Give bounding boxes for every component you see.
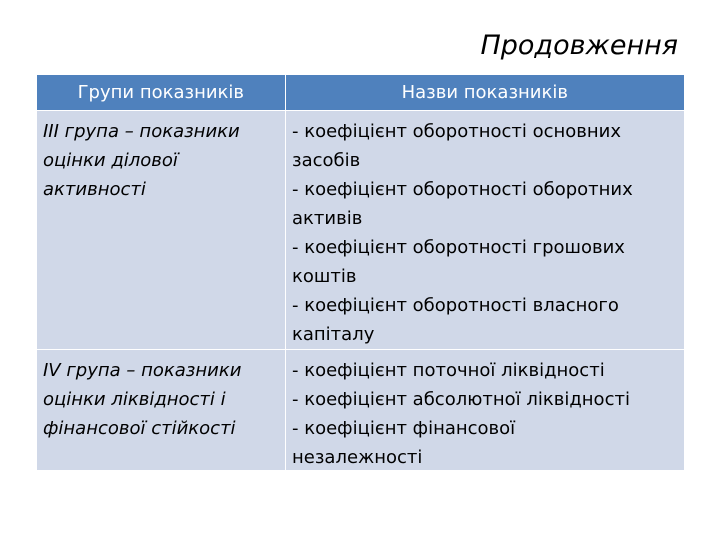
table-row: [37, 111, 684, 350]
indicator-line: капіталу: [292, 324, 375, 345]
header-names: Назви показників: [285, 75, 684, 110]
indicator-line: - коефіцієнт поточної ліквідності: [292, 360, 605, 381]
header-groups: Групи показників: [77, 82, 245, 103]
indicator-line: - коефіцієнт оборотності основних: [292, 121, 622, 142]
indicator-line: - коефіцієнт фінансової: [292, 418, 516, 439]
group-cell: [37, 350, 285, 470]
indicator-line: коштів: [292, 266, 357, 287]
group-line: активності: [43, 179, 146, 200]
group-line: IV група – показники: [43, 360, 242, 381]
indicator-line: - коефіцієнт оборотності власного: [292, 295, 619, 316]
indicator-line: - коефіцієнт оборотності грошових: [292, 237, 625, 258]
slide-title: Продовження: [480, 30, 678, 61]
indicator-line: - коефіцієнт оборотності оборотних: [292, 179, 633, 200]
indicators-table: [37, 75, 684, 471]
table-header-row: [37, 75, 684, 111]
group-cell: [37, 111, 285, 349]
group-line: оцінки ліквідності і: [43, 389, 226, 410]
indicator-line: незалежності: [292, 447, 423, 468]
indicator-names-cell: [285, 111, 684, 349]
group-line: оцінки ділової: [43, 150, 178, 171]
indicator-line: активів: [292, 208, 363, 229]
indicator-line: засобів: [292, 150, 361, 171]
indicator-names-cell: [285, 350, 684, 470]
indicator-line: - коефіцієнт абсолютної ліквідності: [292, 389, 630, 410]
group-line: фінансової стійкості: [43, 418, 236, 439]
table-row: [37, 350, 684, 471]
group-line: III група – показники: [43, 121, 240, 142]
